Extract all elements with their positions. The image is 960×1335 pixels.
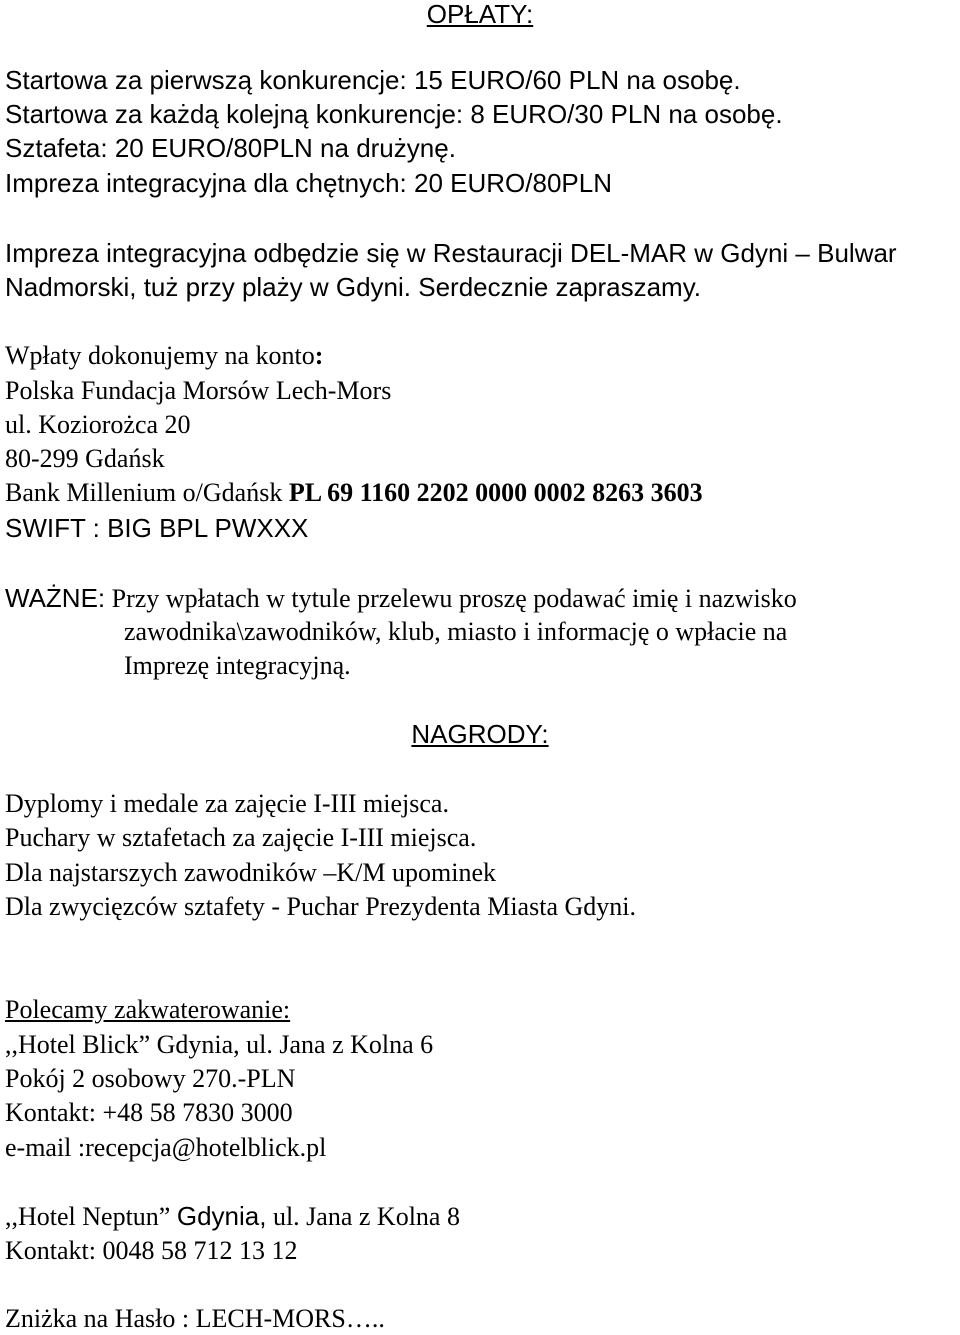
hotel-neptun-phone: Kontakt: 0048 58 712 13 12 (5, 1236, 298, 1265)
fee-line: Startowa za każdą kolejną konkurencje: 8 EURO/30 PLN na osobę. (5, 99, 783, 129)
account-number: PL 69 1160 2202 0000 0002 8263 3603 (288, 478, 703, 507)
important-note-line: Imprezę integracyjną. (124, 651, 351, 680)
award-line: Dla zwycięzców sztafety - Puchar Prezydenta Miasta Gdyni. (5, 892, 636, 921)
event-info-line: Nadmorski, tuż przy plaży w Gdyni. Serdecznie zapraszamy. (5, 272, 701, 302)
hotel-blick-name: ,,Hotel Blick” Gdynia, ul. Jana z Kolna 6 (5, 1030, 434, 1059)
discount-password: Zniżka na Hasło : LECH-MORS….. (5, 1304, 385, 1333)
important-note: WAŻNE: Przy wpłatach w tytule przelewu proszę podawać imię i nazwisko (5, 583, 797, 613)
hotel-blick-phone: Kontakt: +48 58 7830 3000 (5, 1098, 293, 1127)
award-line: Dyplomy i medale za zajęcie I-III miejsca. (5, 789, 449, 818)
award-line: Dla najstarszych zawodników –K/M upominek (5, 858, 497, 887)
awards-heading: NAGRODY: (411, 719, 549, 749)
hotel-neptun-name: ,,Hotel Neptun” Gdynia, ul. Jana z Kolna 8 (5, 1201, 460, 1231)
event-info-line: Impreza integracyjna odbędzie się w Restauracji DEL-MAR w Gdyni – Bulwar (5, 238, 897, 268)
important-note-line: zawodnika\zawodników, klub, miasto i informację o wpłacie na (124, 617, 788, 646)
hotel-blick-room: Pokój 2 osobowy 270.-PLN (5, 1064, 296, 1093)
fees-heading: OPŁATY: (426, 0, 534, 29)
swift-code: SWIFT : BIG BPL PWXXX (5, 513, 309, 543)
accommodation-heading: Polecamy zakwaterowanie: (5, 995, 291, 1024)
award-line: Puchary w sztafetach za zajęcie I-III miejsca. (5, 823, 477, 852)
hotel-blick-email: e-mail :recepcja@hotelblick.pl (5, 1133, 327, 1162)
recipient-city: 80-299 Gdańsk (5, 444, 165, 473)
fee-line: Sztafeta: 20 EURO/80PLN na drużynę. (5, 133, 456, 163)
fee-line: Startowa za pierwszą konkurencje: 15 EURO/60 PLN na osobę. (5, 65, 741, 95)
recipient-street: ul. Koziorożca 20 (5, 410, 191, 439)
payment-heading: Wpłaty dokonujemy na konto: (5, 341, 324, 370)
fee-line: Impreza integracyjna dla chętnych: 20 EURO/80PLN (5, 168, 612, 198)
important-label: WAŻNE: (5, 583, 106, 613)
bank-account-line: Bank Millenium o/Gdańsk PL 69 1160 2202 0000 0002 8263 3603 (5, 478, 703, 507)
recipient-name: Polska Fundacja Morsów Lech-Mors (5, 376, 392, 405)
